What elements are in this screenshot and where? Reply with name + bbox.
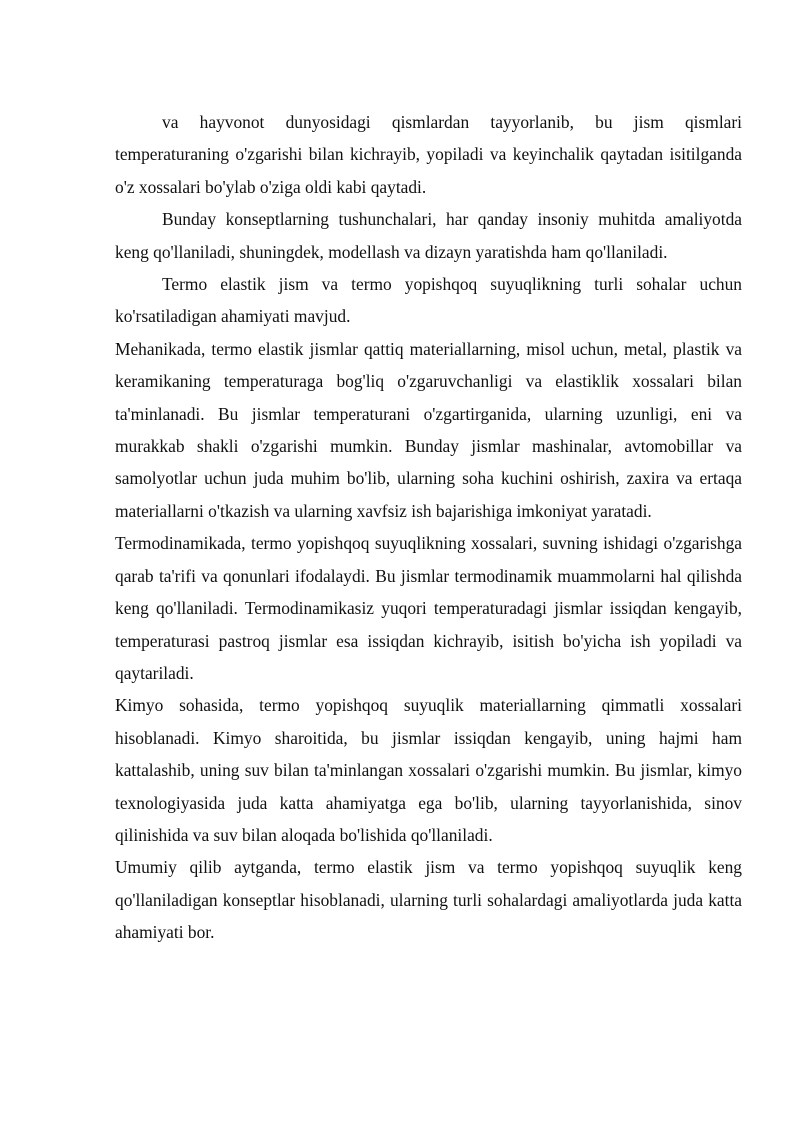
paragraph-2: Bunday konseptlarning tushunchalari, har qanday insoniy muhitda amaliyotda keng qo'llaniladi, shuningdek, modellash va dizayn yaratishda ham qo'llaniladi. [115, 209, 742, 262]
paragraph-3: Termo elastik jism va termo yopishqoq suyuqlikning turli sohalar uchun ko'rsatiladigan ahamiyati mavjud. [115, 274, 742, 327]
paragraph-chemistry: Kimyo sohasida, termo yopishqoq suyuqlik materiallarning qimmatli xossalari hisoblanadi. Kimyo sharoitida, bu jismlar issiqdan kengayib, uning hajmi ham kattalashib, uning suv bilan ta'minlangan xossalari o'zgarishi mumkin. Bu jismlar, kimyo texnologiyasida juda katta ahamiyatga ega bo'lib, ularning tayyorlanishida, sinov qilinishida va suv bilan aloqada bo'lishida qo'llaniladi. [115, 695, 742, 845]
document-page [115, 106, 742, 949]
paragraph-conclusion: Umumiy qilib aytganda, termo elastik jism va termo yopishqoq suyuqlik keng qo'llaniladigan konseptlar hisoblanadi, ularning turli sohalardagi amaliyotlarda juda katta ahamiyati bor. [115, 857, 742, 943]
paragraph-thermodynamics: Termodinamikada, termo yopishqoq suyuqlikning xossalari, suvning ishidagi o'zgarishga qarab ta'rifi va qonunlari ifodalaydi. Bu jismlar termodinamik muammolarni hal qilishda keng qo'llaniladi. Termodinamikasiz yuqori temperaturadagi jismlar issiqdan kengayib, temperaturasi pastroq jismlar esa issiqdan kichrayib, isitish bo'yicha ish yopiladi va qaytariladi. [115, 533, 742, 683]
paragraph-1: va hayvonot dunyosidagi qismlardan tayyorlanib, bu jism qismlari temperaturaning o'zgarishi bilan kichrayib, yopiladi va keyinchalik qaytadan isitilganda o'z xossalari bo'ylab o'ziga oldi kabi qaytadi. [115, 112, 742, 197]
paragraph-mechanics: Mehanikada, termo elastik jismlar qattiq materiallarning, misol uchun, metal, plastik va keramikaning temperaturaga bog'liq o'zgaruvchanligi va elastiklik xossalari bilan ta'minlanadi. Bu jismlar temperaturani o'zgartirganida, ularning uzunligi, eni va murakkab shakli o'zgarishi mumkin. Bunday jismlar mashinalar, avtomobillar va samolyotlar uchun juda muhim bo'lib, ularning soha kuchini oshirish, zaxira va ertaqa materiallarni o'tkazish va ularning xavfsiz ish bajarishiga imkoniyat yaratadi. [115, 338, 742, 521]
